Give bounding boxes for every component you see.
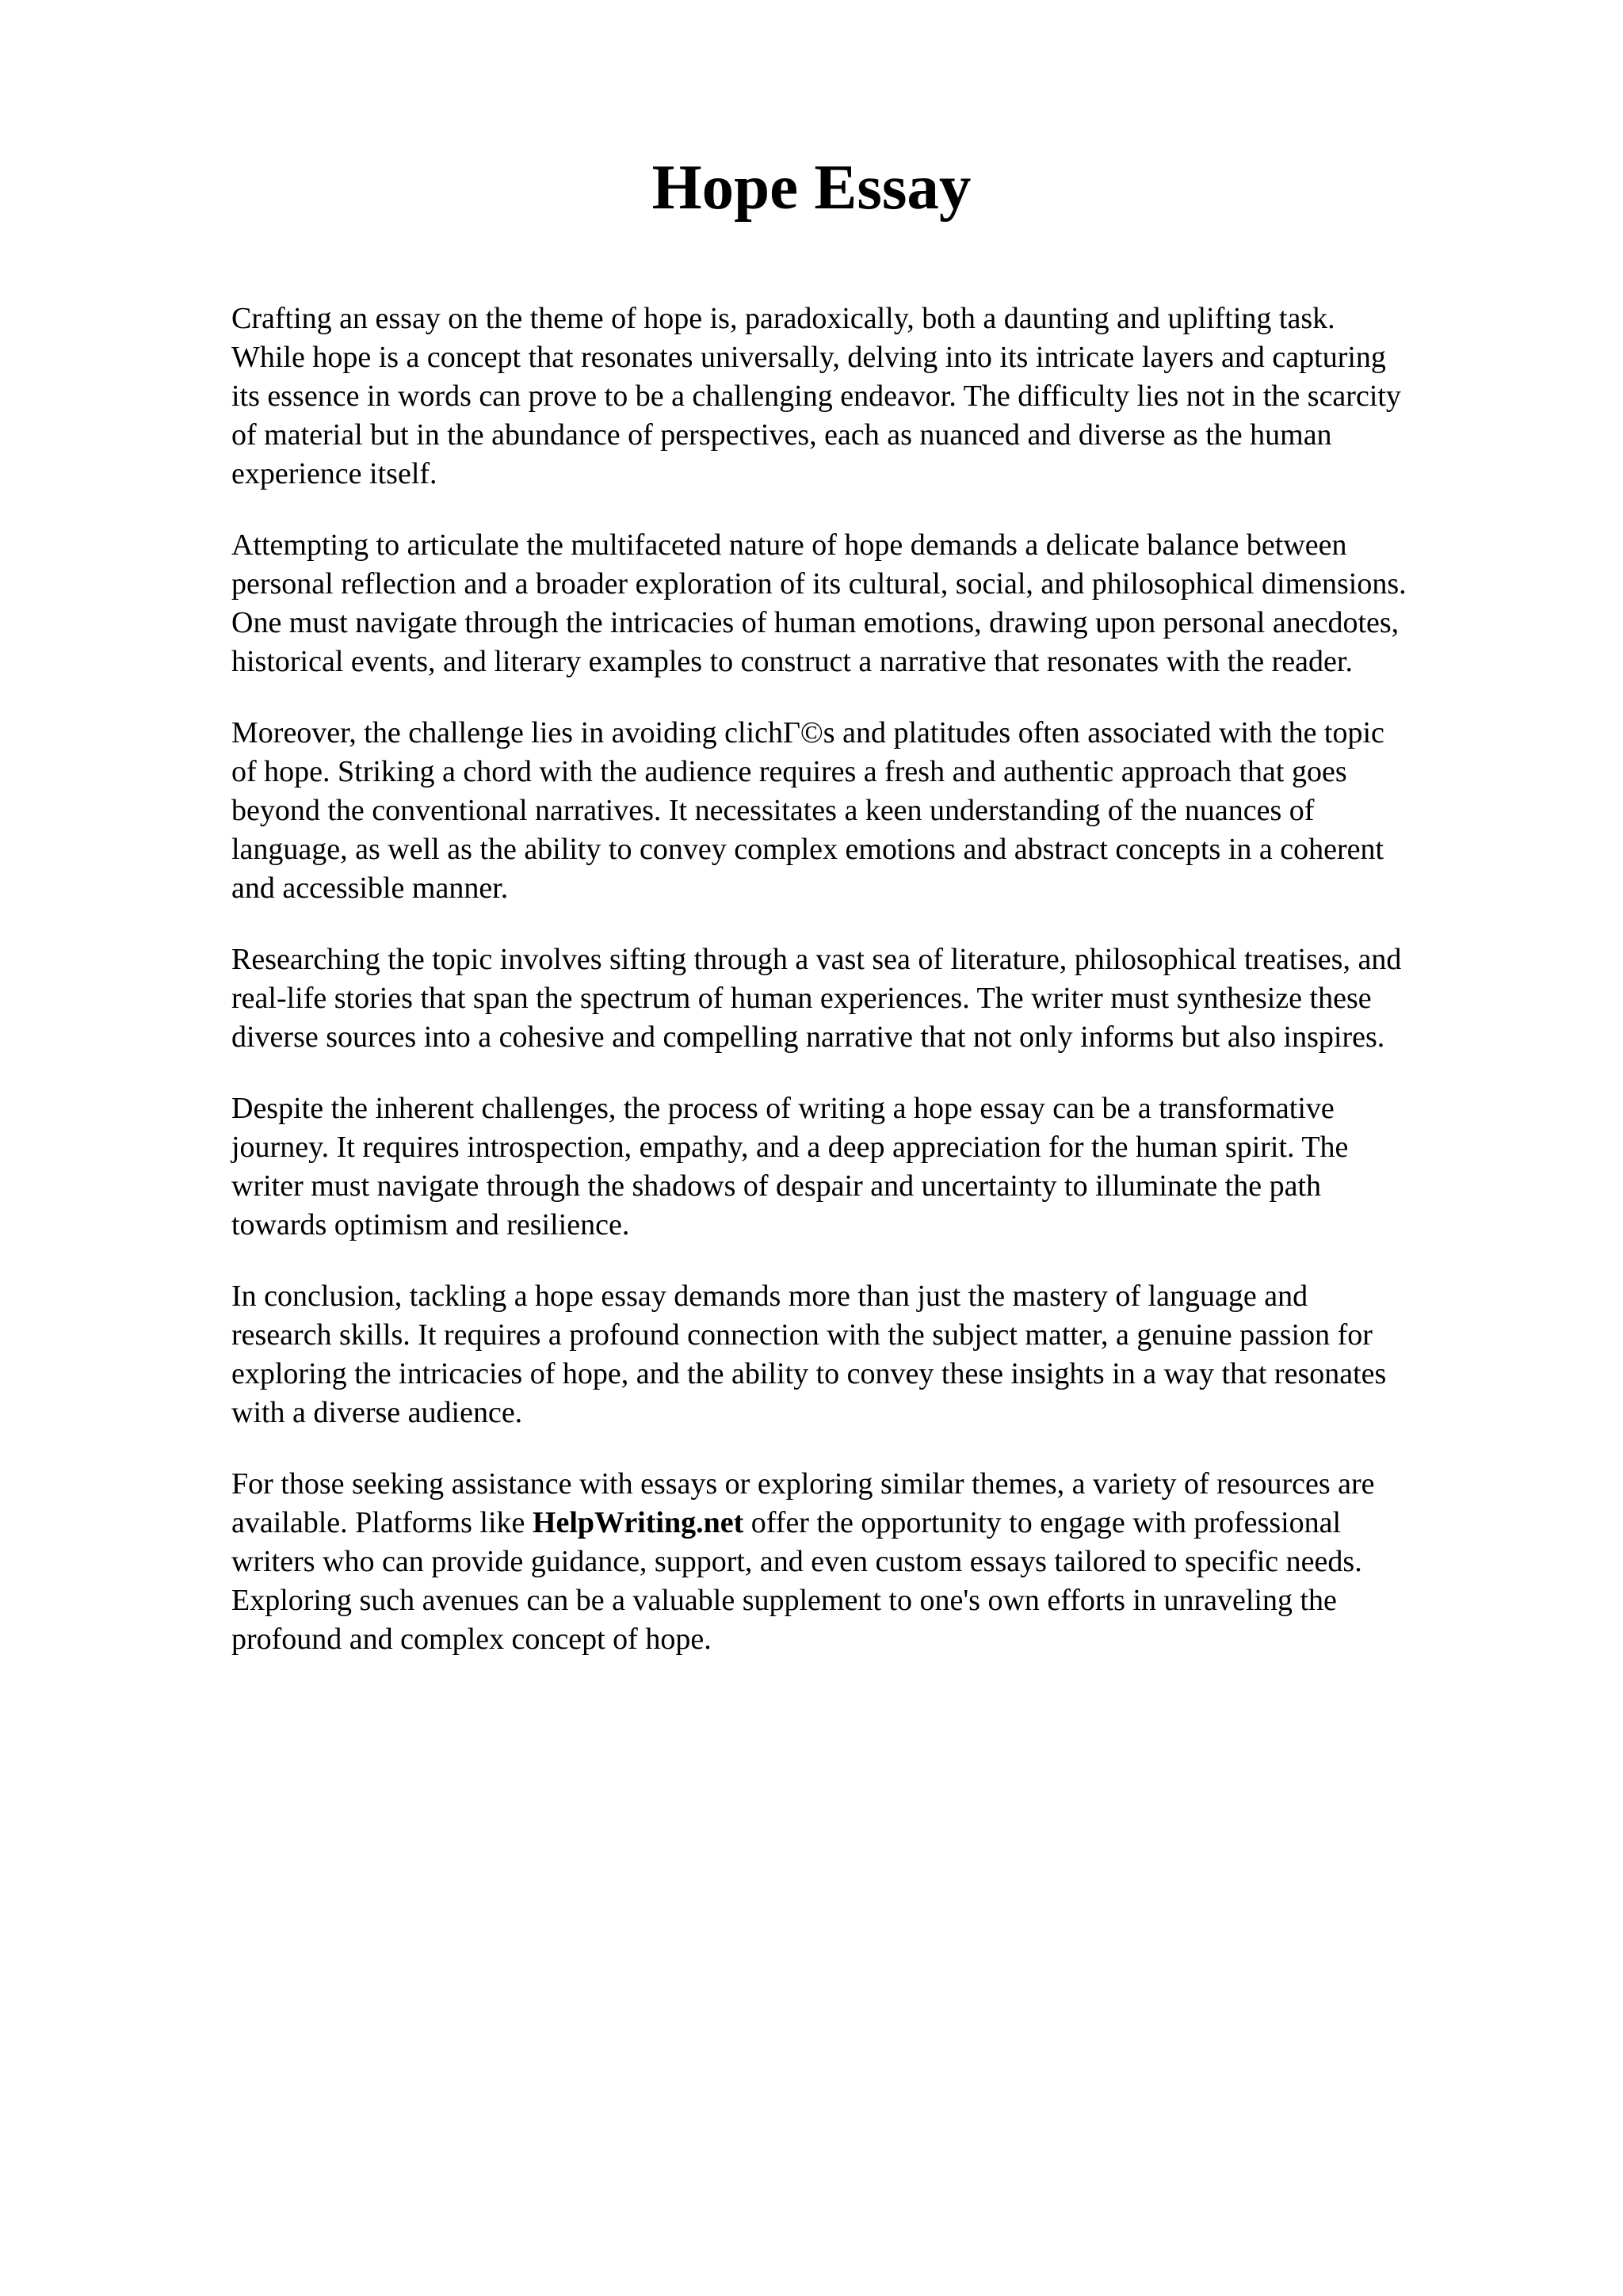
text-segment: available. Platforms like: [231, 1506, 533, 1539]
text-line: Exploring such avenues can be a valuable supplement to one's own efforts in unraveling the: [231, 1584, 1337, 1617]
text-line-with-brand: [231, 1504, 1531, 1543]
text-line: with a diverse audience.: [231, 1396, 523, 1429]
paragraph-6: [231, 1277, 1531, 1432]
text-line: journey. It requires introspection, empathy, and a deep appreciation for the human spirit. The: [231, 1131, 1349, 1164]
text-line: For those seeking assistance with essays or exploring similar themes, a variety of resources are: [231, 1467, 1375, 1501]
text-line: Attempting to articulate the multifaceted nature of hope demands a delicate balance between: [231, 528, 1347, 562]
text-line: experience itself.: [231, 457, 437, 490]
paragraph-2: [231, 526, 1531, 681]
text-line: of hope. Striking a chord with the audience requires a fresh and authentic approach that goes: [231, 755, 1347, 788]
text-line: diverse sources into a cohesive and compelling narrative that not only informs but also inspires.: [231, 1020, 1385, 1054]
text-line: and accessible manner.: [231, 871, 509, 905]
brand-name: HelpWriting.net: [532, 1506, 744, 1539]
text-line: its essence in words can prove to be a challenging endeavor. The difficulty lies not in the scarcity: [231, 379, 1401, 413]
text-line: exploring the intricacies of hope, and the ability to convey these insights in a way that resonates: [231, 1357, 1387, 1390]
text-line: of material but in the abundance of perspectives, each as nuanced and diverse as the human: [231, 418, 1332, 452]
paragraph-1: [231, 299, 1531, 494]
text-line: historical events, and literary examples to construct a narrative that resonates with the reader.: [231, 645, 1353, 678]
paragraph-4: [231, 940, 1531, 1057]
text-line: beyond the conventional narratives. It necessitates a keen understanding of the nuances of: [231, 794, 1315, 827]
text-line: Researching the topic involves sifting through a vast sea of literature, philosophical treatises, and: [231, 943, 1402, 976]
essay-body: [231, 299, 1531, 1691]
paragraph-7: [231, 1465, 1531, 1659]
document-title: Hope Essay: [651, 151, 972, 223]
paragraph-3: [231, 714, 1531, 908]
text-line: writer must navigate through the shadows of despair and uncertainty to illuminate the path: [231, 1169, 1322, 1203]
text-line: One must navigate through the intricacies of human emotions, drawing upon personal anecdotes,: [231, 606, 1400, 639]
text-line: Despite the inherent challenges, the process of writing a hope essay can be a transformative: [231, 1092, 1335, 1125]
text-line: Crafting an essay on the theme of hope is, paradoxically, both a daunting and uplifting task.: [231, 302, 1335, 335]
text-line: research skills. It requires a profound connection with the subject matter, a genuine passion for: [231, 1318, 1373, 1352]
text-line: personal reflection and a broader exploration of its cultural, social, and philosophical dimensions.: [231, 567, 1407, 601]
text-line: While hope is a concept that resonates universally, delving into its intricate layers and capturing: [231, 341, 1386, 374]
text-line: towards optimism and resilience.: [231, 1208, 630, 1241]
text-line: Moreover, the challenge lies in avoiding clichΓ©s and platitudes often associated with the topic: [231, 716, 1384, 749]
text-line: profound and complex concept of hope.: [231, 1623, 712, 1656]
text-segment: offer the opportunity to engage with professional: [743, 1506, 1342, 1539]
paragraph-5: [231, 1089, 1531, 1245]
text-line: language, as well as the ability to convey complex emotions and abstract concepts in a coherent: [231, 833, 1384, 866]
text-line: In conclusion, tackling a hope essay demands more than just the mastery of language and: [231, 1280, 1308, 1313]
text-line: real-life stories that span the spectrum of human experiences. The writer must synthesize these: [231, 982, 1372, 1015]
text-line: writers who can provide guidance, support, and even custom essays tailored to specific needs.: [231, 1545, 1362, 1578]
